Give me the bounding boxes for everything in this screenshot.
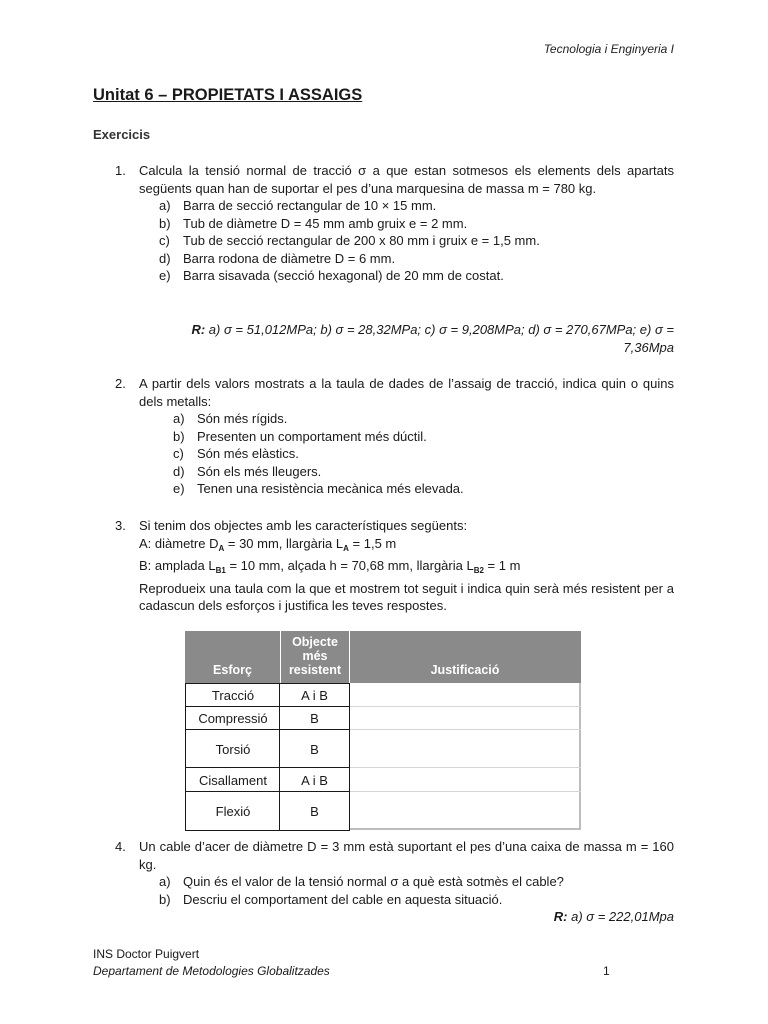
exercise-number: 4. [115, 839, 126, 854]
list-item: e) Tenen una resistència mecànica més elevada. [173, 481, 464, 496]
table-cell-objecte: B [279, 706, 350, 731]
exercise-number: 3. [115, 518, 126, 533]
list-item: b) Tub de diàmetre D = 45 mm amb gruix e = 2 mm. [159, 215, 468, 231]
table-header [185, 631, 581, 683]
header-esforc: Esforç [213, 663, 252, 677]
page-number: 1 [603, 964, 610, 978]
footer-department: Departament de Metodologies Globalitzades [93, 964, 330, 978]
list-item: a) Quin és el valor de la tensió normal σ a què està sotmès el cable? [159, 874, 564, 889]
exercise-4 [93, 838, 674, 908]
list-item: a) Barra de secció rectangular de 10 × 15 mm. [159, 198, 437, 213]
list-item: b) Presenten un comportament més dúctil. [173, 428, 427, 444]
list-item: d) Són els més lleugers. [173, 463, 322, 479]
header-objecte: Objecte més resistent [288, 635, 342, 677]
table-cell-esforc: Cisallament [185, 767, 281, 793]
resistance-table [185, 631, 581, 831]
list-item: c) Són més elàstics. [173, 446, 299, 461]
table-cell-esforc: Torsió [185, 729, 281, 769]
list-item: e) Barra sisavada (secció hexagonal) de 20 mm de costat. [159, 268, 504, 283]
table-cell-objecte: B [279, 729, 350, 769]
exercise-number: 1. [115, 163, 126, 178]
exercise-intro: Si tenim dos objectes amb les característiques següents: [139, 518, 468, 533]
answer-text: a) σ = 51,012MPa; b) σ = 28,32MPa; c) σ = 9,208MPa; d) σ = 270,67MPa; e) σ = 7,36Mpa [208, 322, 674, 355]
list-item: d) Barra rodona de diàmetre D = 6 mm. [159, 250, 396, 266]
table-cell-objecte: A i B [279, 683, 350, 708]
exercise-text: Reprodueix una taula com la que et mostrem tot seguit i indica quin serà més resistent per a cadascun dels esforços i justifica les teves respostes. [139, 580, 674, 613]
table-cell-objecte: B [279, 791, 350, 831]
header-subject: Tecnologia i Enginyeria I [543, 42, 674, 56]
table-cell-esforc: Tracció [185, 683, 281, 708]
answer-label: R: [553, 909, 568, 924]
exercise-2 [93, 375, 674, 498]
answer-1 [139, 321, 674, 356]
exercise-text: Un cable d’acer de diàmetre D = 3 mm està suportant el pes d’una caixa de massa m = 160 kg. [139, 839, 674, 872]
section-label: Exercicis [93, 127, 151, 142]
answer-label: R: [191, 322, 206, 337]
exercise-1 [93, 162, 674, 285]
exercise-text: Calcula la tensió normal de tracció σ a que estan sotmesos els elements dels apartats següents quan han de suportar el pes d’una marquesina de massa m = 780 kg. [139, 163, 674, 196]
object-b-line: B: amplada $L_{B1} = 10$ mm, alçada h = 70,68 mm, llargària $L_{B2} = 1$ m [139, 558, 521, 575]
footer-school: INS Doctor Puigvert [93, 947, 200, 961]
header-justificacio: Justificació [430, 663, 500, 677]
list-item: c) Tub de secció rectangular de 200 x 80 mm i gruix e = 1,5 mm. [159, 233, 540, 248]
table-cell-esforc: Flexió [185, 791, 281, 831]
answer-text: a) σ = 222,01Mpa [571, 909, 674, 924]
list-item: a) Són més rígids. [173, 411, 288, 426]
table-cell-esforc: Compressió [185, 706, 281, 731]
exercise-3 [93, 517, 674, 615]
object-a-line: A: diàmetre $D_A = 30$ mm, llargària $L_A = 1,5$ m [139, 535, 397, 553]
table-cell-objecte: A i B [279, 767, 350, 793]
page-title: Unitat 6 – PROPIETATS I ASSAIGS [93, 86, 363, 104]
list-item: b) Descriu el comportament del cable en aquesta situació. [159, 891, 503, 907]
exercise-number: 2. [115, 376, 126, 391]
answer-4 [139, 908, 674, 926]
exercise-text: A partir dels valors mostrats a la taula de dades de l’assaig de tracció, indica quin o quins dels metalls: [139, 376, 674, 409]
